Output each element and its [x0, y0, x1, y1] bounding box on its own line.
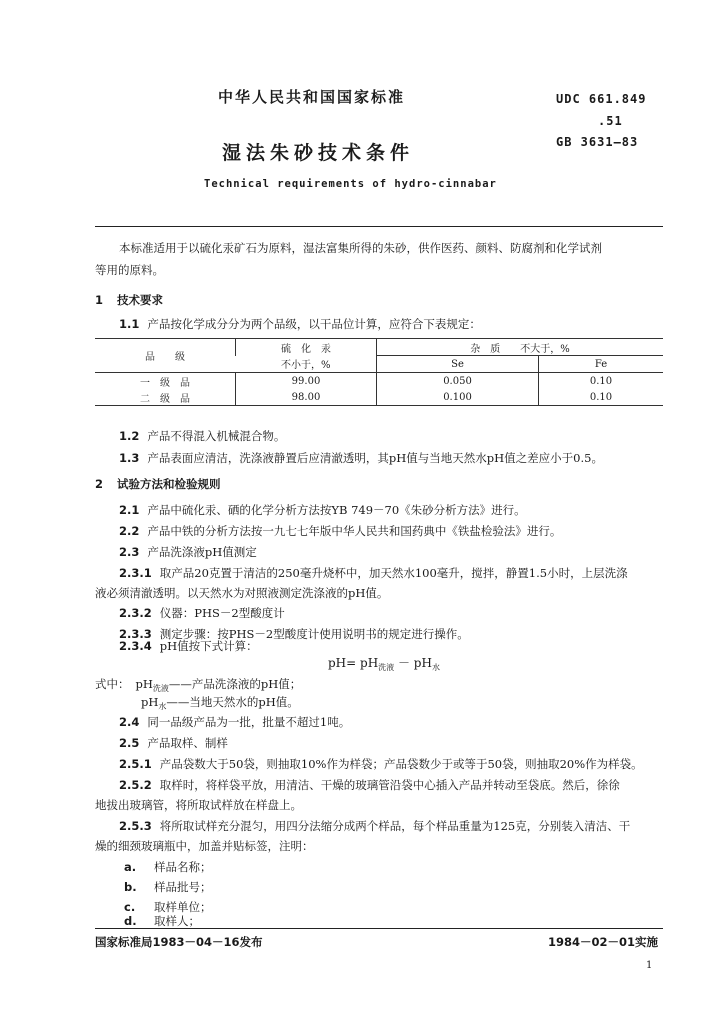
- clause-number: 2.3.2: [119, 606, 152, 620]
- row-se: 0.050: [377, 373, 539, 390]
- clause-text: 产品洗涤液pH值测定: [147, 545, 257, 559]
- where-label: 式中：: [95, 677, 130, 691]
- list-text: 样品名称；: [154, 860, 212, 874]
- formula-subscript: 洗液: [378, 663, 395, 672]
- formula-where-2: [141, 694, 299, 712]
- clause-1-1: [119, 316, 481, 332]
- page-subtitle-en: Technical requirements of hydro-cinnabar: [204, 178, 497, 190]
- where-subscript: 洗液: [152, 684, 169, 693]
- clause-2-5-3-cont: 燥的细颈玻璃瓶中，加盖并贴标签，注明：: [95, 839, 314, 853]
- clause-number: 2.5: [119, 736, 140, 750]
- udc-code: UDC 661.849: [556, 92, 647, 106]
- clause-number: 2.5.1: [119, 757, 152, 771]
- clause-text: 取产品20克置于清洁的250毫升烧杯中，加天然水100毫升，搅拌，静置1.5小时，上层洗涤: [159, 566, 628, 580]
- header-divider: [95, 226, 663, 227]
- ph-formula: [328, 654, 440, 673]
- list-marker: c.: [124, 900, 136, 914]
- clause-text: pH值按下式计算：: [159, 639, 258, 653]
- clause-2-5-3: [119, 818, 630, 834]
- col-grade-header: 品 级: [95, 339, 236, 373]
- clause-2-3-4: [119, 638, 258, 654]
- where-symbol: pH: [135, 677, 153, 691]
- section-number: 1: [95, 293, 104, 307]
- where-symbol: pH: [141, 695, 159, 709]
- list-item: [124, 879, 212, 895]
- list-item: [124, 913, 200, 929]
- clause-2-5: [119, 735, 228, 751]
- section-1-heading: [95, 292, 163, 308]
- row-hgs: 99.00: [236, 373, 377, 390]
- gb-code: GB 3631—83: [556, 135, 639, 149]
- udc-code-cont: .51: [598, 114, 623, 128]
- clause-number: 2.4: [119, 715, 140, 729]
- page-title: 湿法朱砂技术条件: [222, 142, 415, 164]
- clause-number: 2.3.1: [119, 566, 152, 580]
- where-subscript: 水: [158, 702, 167, 711]
- section-title: 技术要求: [117, 293, 164, 307]
- list-text: 样品批号；: [154, 880, 212, 894]
- clause-text: 产品取样、制样: [147, 736, 228, 750]
- clause-2-3: [119, 544, 257, 560]
- clause-text: 将所取试样充分混匀，用四分法缩分成两个样品，每个样品重量为125克，分别装入清洁、干: [159, 819, 631, 833]
- footer-divider: [95, 928, 663, 929]
- section-title: 试验方法和检验规则: [117, 477, 221, 491]
- clause-text: 产品不得混入机械混合物。: [147, 429, 286, 443]
- clause-number: 1.2: [119, 429, 140, 443]
- page-number: 1: [646, 960, 653, 971]
- col-hgs-header: 硫 化 汞: [236, 339, 377, 356]
- clause-text: 仪器：PHS－2型酸度计: [159, 606, 285, 620]
- clause-2-5-2-cont: 地拔出玻璃管，将所取试样放在样盘上。: [95, 798, 302, 812]
- clause-text: 产品按化学成分分为两个品级，以干品位计算，应符合下表规定：: [147, 317, 481, 331]
- formula-part: pH= pH: [328, 656, 379, 670]
- col-se-header: Se: [377, 356, 539, 373]
- clause-text: 产品袋数大于50袋，则抽取10%作为样袋；产品袋数少于或等于50袋，则抽取20%作为样袋。: [159, 757, 643, 771]
- clause-2-3-2: [119, 605, 285, 621]
- formula-part: － pH: [394, 656, 432, 670]
- clause-text: 测定步骤：按PHS－2型酸度计使用说明书的规定进行操作。: [159, 627, 469, 641]
- standard-org: 中华人民共和国国家标准: [218, 88, 406, 106]
- col-impurity-header: 杂 质 不大于，%: [377, 339, 664, 356]
- clause-text: 产品中硫化汞、硒的化学分析方法按YB 749－70《朱砂分析方法》进行。: [147, 503, 526, 517]
- where-text: ——产品洗涤液的pH值；: [168, 677, 302, 691]
- section-number: 2: [95, 477, 104, 491]
- clause-1-3: [119, 450, 603, 466]
- effective-date: 1984－02－01实施: [548, 935, 659, 949]
- table-row: [95, 389, 663, 406]
- clause-2-3-1: [119, 565, 628, 581]
- clause-number: 1.3: [119, 451, 140, 465]
- clause-text: 产品中铁的分析方法按一九七七年版中华人民共和国药典中《铁盐检验法》进行。: [147, 524, 562, 538]
- clause-number: 2.2: [119, 524, 140, 538]
- clause-number: 2.3.4: [119, 639, 152, 653]
- clause-number: 2.5.2: [119, 778, 152, 792]
- clause-2-2: [119, 523, 561, 539]
- col-hgs-subheader: 不小于，%: [280, 360, 331, 372]
- clause-2-5-2: [119, 777, 620, 793]
- row-se: 0.100: [377, 389, 539, 406]
- row-fe: 0.10: [539, 389, 663, 406]
- list-text: 取样单位；: [154, 900, 212, 914]
- list-marker: a.: [124, 860, 137, 874]
- clause-2-3-1-cont: 液必须清澈透明。以天然水为对照液测定洗涤液的pH值。: [95, 586, 389, 600]
- clause-2-5-1: [119, 756, 643, 772]
- clause-text: 同一品级产品为一批，批量不超过1吨。: [147, 715, 351, 729]
- clause-text: 取样时，将样袋平放，用清洁、干燥的玻璃管沿袋中心插入产品并转动至袋底。然后，徐徐: [159, 778, 620, 792]
- issued-date: 国家标准局1983－04－16发布: [95, 935, 263, 949]
- clause-number: 2.5.3: [119, 819, 152, 833]
- list-marker: d.: [124, 914, 137, 928]
- list-item: [124, 859, 212, 875]
- clause-text: 产品表面应清洁，洗涤液静置后应清澈透明，其pH值与当地天然水pH值之差应小于0.5。: [147, 451, 603, 465]
- row-fe: 0.10: [539, 373, 663, 390]
- row-grade: 二 级 品: [95, 389, 236, 406]
- clause-1-2: [119, 428, 285, 444]
- list-text: 取样人；: [154, 914, 200, 928]
- row-grade: 一 级 品: [95, 373, 236, 390]
- section-2-heading: [95, 476, 221, 492]
- where-text: ——当地天然水的pH值。: [166, 695, 299, 709]
- clause-number: 2.3.3: [119, 627, 152, 641]
- intro-text-cont: 等用的原料。: [95, 263, 164, 277]
- clause-2-1: [119, 502, 526, 518]
- intro-text: 本标准适用于以硫化汞矿石为原料，湿法富集所得的朱砂，供作医药、颜料、防腐剂和化学试剂: [119, 241, 602, 255]
- formula-subscript: 水: [431, 663, 440, 672]
- clause-2-4: [119, 714, 350, 730]
- clause-number: 2.1: [119, 503, 140, 517]
- row-hgs: 98.00: [236, 389, 377, 406]
- grade-spec-table: [95, 338, 663, 406]
- list-marker: b.: [124, 880, 137, 894]
- clause-number: 2.3: [119, 545, 140, 559]
- formula-where-1: [95, 676, 301, 694]
- clause-number: 1.1: [119, 317, 140, 331]
- col-fe-header: Fe: [539, 356, 663, 373]
- table-row: [95, 373, 663, 390]
